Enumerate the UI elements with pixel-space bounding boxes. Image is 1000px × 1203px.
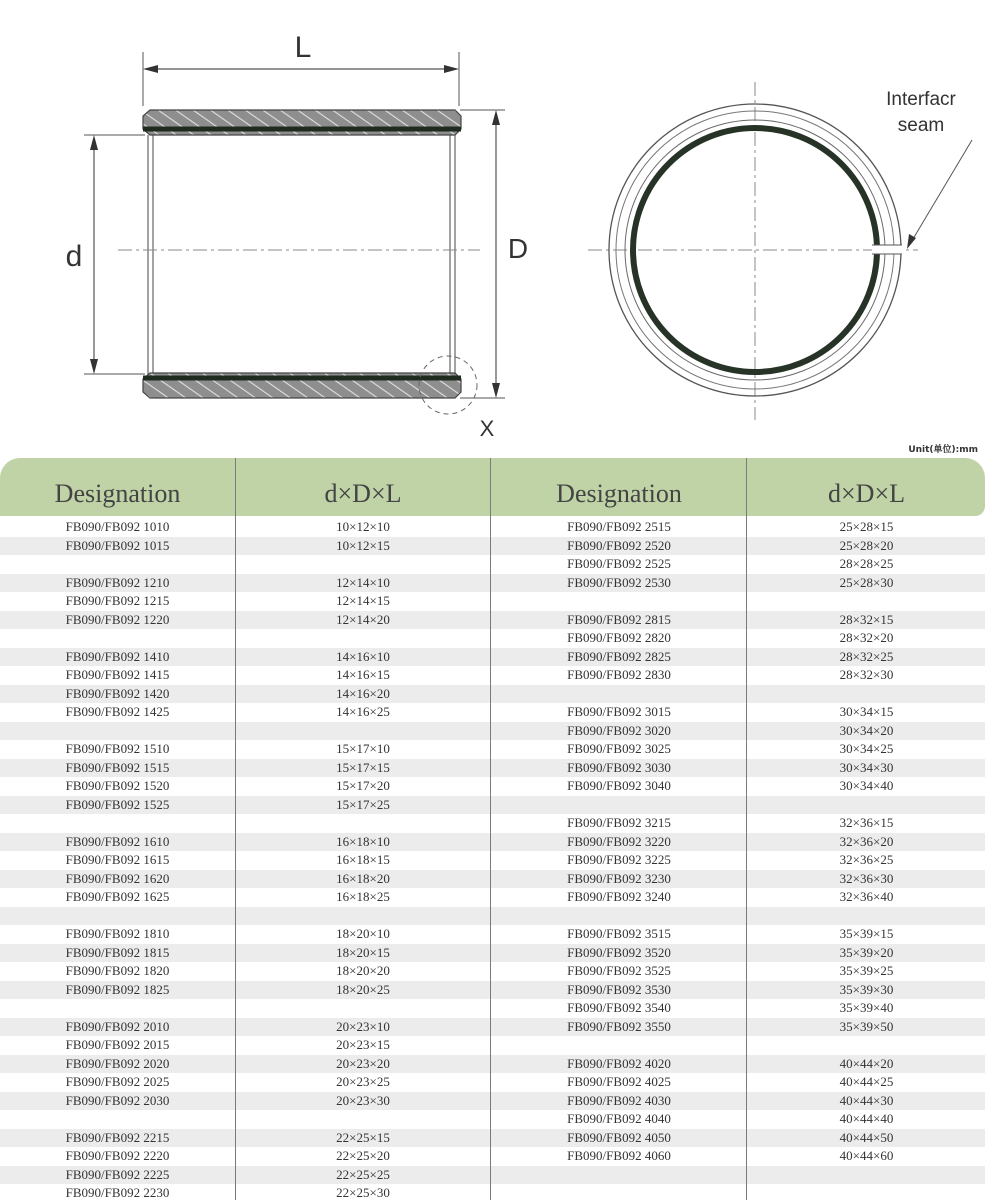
table-row — [0, 981, 985, 1000]
designation-cell: FB090/FB092 2230 — [65, 1185, 170, 1200]
table-row — [0, 851, 985, 870]
designation-cell: FB090/FB092 2010 — [65, 1018, 170, 1034]
table-row — [0, 1147, 985, 1166]
table-row — [0, 907, 985, 926]
designation-cell — [0, 555, 235, 574]
dimension-cell: 40×44×30 — [839, 1092, 894, 1108]
dimension-cell: 28×32×20 — [839, 630, 894, 645]
designation-cell: FB090/FB092 1820 — [65, 963, 170, 978]
table-row — [0, 814, 985, 833]
designation-cell: FB090/FB092 3225 — [567, 852, 671, 867]
table-row — [0, 925, 985, 944]
designation-cell: FB090/FB092 1625 — [65, 889, 170, 904]
designation-cell: FB090/FB092 1410 — [65, 648, 170, 664]
table-row — [0, 1055, 985, 1074]
table-row — [0, 796, 985, 815]
designation-cell: FB090/FB092 2220 — [65, 1148, 170, 1163]
table-row — [0, 740, 985, 759]
designation-cell — [492, 1036, 746, 1055]
table-row — [0, 888, 985, 907]
dimension-cell: 25×28×20 — [839, 537, 894, 553]
dimension-cell: 14×16×10 — [336, 648, 390, 664]
designation-cell: FB090/FB092 2820 — [567, 630, 671, 645]
designation-cell: FB090/FB092 2025 — [65, 1074, 170, 1089]
designation-cell: FB090/FB092 1610 — [65, 833, 170, 849]
bushing-front-view — [588, 82, 918, 420]
seam-label-line2: seam — [897, 115, 945, 136]
designation-cell — [0, 629, 235, 648]
designation-cell: FB090/FB092 1810 — [65, 926, 170, 941]
table-row — [0, 555, 985, 574]
table-row — [0, 962, 985, 981]
table-header — [0, 458, 985, 516]
dimension-cell: 20×23×25 — [336, 1074, 390, 1089]
designation-cell: FB090/FB092 2525 — [567, 556, 671, 571]
designation-cell: FB090/FB092 1220 — [65, 611, 170, 627]
designation-cell: FB090/FB092 3230 — [567, 870, 671, 886]
designation-cell: FB090/FB092 1415 — [65, 667, 170, 682]
designation-cell: FB090/FB092 3025 — [567, 741, 671, 756]
dimension-cell: 32×36×40 — [839, 889, 894, 904]
table-row — [0, 1073, 985, 1092]
designation-cell: FB090/FB092 2825 — [567, 648, 671, 664]
designation-cell: FB090/FB092 3540 — [567, 1000, 671, 1015]
header-designation-right: Designation — [556, 479, 682, 508]
dimension-cell: 18×20×25 — [336, 981, 390, 997]
designation-cell — [492, 907, 746, 926]
dimension-cell — [236, 814, 490, 833]
dimension-cell: 32×36×30 — [839, 870, 894, 886]
designation-cell: FB090/FB092 2225 — [65, 1166, 170, 1182]
dimension-cell: 30×34×30 — [839, 759, 894, 775]
dimension-cell: 32×36×25 — [839, 852, 894, 867]
dimension-cell: 25×28×30 — [839, 574, 894, 590]
unit-note: Unit(单位):mm — [908, 445, 978, 455]
dimension-cell: 35×39×25 — [839, 963, 894, 978]
table-row — [0, 648, 985, 667]
designation-cell: FB090/FB092 3015 — [567, 704, 671, 719]
table-row — [0, 685, 985, 704]
specification-table-body — [0, 518, 985, 1203]
column-divider — [490, 458, 491, 1200]
dimension-cell: 28×32×25 — [839, 648, 894, 664]
designation-cell: FB090/FB092 2830 — [567, 667, 671, 682]
designation-cell: FB090/FB092 1510 — [65, 741, 170, 756]
designation-cell: FB090/FB092 1215 — [65, 593, 170, 608]
dimension-cell: 14×16×20 — [336, 685, 390, 701]
table-row — [0, 703, 985, 722]
dimension-cell: 15×17×20 — [336, 778, 390, 793]
dimension-cell — [236, 907, 490, 926]
designation-cell: FB090/FB092 1520 — [65, 778, 170, 793]
designation-cell: FB090/FB092 3215 — [567, 815, 671, 830]
designation-cell — [0, 722, 235, 741]
dimension-cell: 18×20×15 — [336, 944, 390, 960]
dimension-cell: 15×17×15 — [336, 759, 390, 775]
designation-cell — [492, 592, 746, 611]
designation-cell: FB090/FB092 3550 — [567, 1018, 671, 1034]
designation-cell: FB090/FB092 2815 — [567, 611, 671, 627]
dimension-cell: 28×32×30 — [839, 667, 894, 682]
designation-cell: FB090/FB092 1015 — [65, 537, 170, 553]
designation-cell — [492, 685, 746, 704]
designation-cell: FB090/FB092 4030 — [567, 1092, 671, 1108]
dimension-cell — [748, 685, 985, 704]
designation-cell — [0, 999, 235, 1018]
dimension-cell: 35×39×30 — [839, 981, 894, 997]
table-row — [0, 759, 985, 778]
header-designation-left: Designation — [54, 479, 181, 508]
dimension-cell: 20×23×10 — [336, 1018, 390, 1034]
designation-cell: FB090/FB092 1515 — [65, 759, 170, 775]
dimension-cell: 16×18×20 — [336, 870, 390, 886]
dimension-cell: 30×34×40 — [839, 778, 894, 793]
outer-diameter-dimension — [460, 110, 528, 398]
dimension-cell: 22×25×20 — [336, 1148, 390, 1163]
dimension-cell: 14×16×15 — [336, 667, 390, 682]
column-divider — [746, 458, 747, 1200]
table-row — [0, 592, 985, 611]
header-dimensions-left: d×D×L — [324, 479, 402, 508]
table-row — [0, 518, 985, 537]
dimension-cell: 32×36×15 — [839, 815, 894, 830]
dimension-cell: 15×17×10 — [336, 741, 390, 756]
designation-cell: FB090/FB092 1615 — [65, 852, 170, 867]
dimension-cell: 18×20×10 — [336, 926, 390, 941]
designation-cell: FB090/FB092 2020 — [65, 1055, 170, 1071]
dimension-cell — [748, 1166, 985, 1185]
table-row — [0, 833, 985, 852]
designation-cell — [492, 796, 746, 815]
inner-diameter-label: d — [65, 240, 83, 273]
header-dimensions-right: d×D×L — [828, 479, 905, 508]
designation-cell: FB090/FB092 4025 — [567, 1074, 671, 1089]
designation-cell: FB090/FB092 3530 — [567, 981, 671, 997]
designation-cell: FB090/FB092 1825 — [65, 981, 170, 997]
dimension-cell: 40×44×60 — [839, 1148, 894, 1163]
designation-cell: FB090/FB092 2520 — [567, 537, 671, 553]
dimension-cell: 30×34×20 — [839, 722, 894, 738]
bushing-side-view — [118, 110, 480, 398]
designation-cell: FB090/FB092 1815 — [65, 944, 170, 960]
designation-cell: FB090/FB092 3520 — [567, 944, 671, 960]
dimension-cell: 12×14×20 — [336, 611, 390, 627]
table-row — [0, 870, 985, 889]
dimension-cell — [748, 796, 985, 815]
designation-cell: FB090/FB092 2015 — [65, 1037, 170, 1052]
dimension-cell: 40×44×20 — [839, 1055, 894, 1071]
dimension-cell: 18×20×20 — [336, 963, 390, 978]
dimension-cell — [236, 999, 490, 1018]
table-row — [0, 537, 985, 556]
dimension-cell: 35×39×40 — [839, 1000, 894, 1015]
dimension-cell: 14×16×25 — [336, 704, 390, 719]
table-row — [0, 777, 985, 796]
table-row — [0, 999, 985, 1018]
bushing-technical-drawing — [0, 0, 1000, 440]
table-row — [0, 574, 985, 593]
dimension-cell: 10×12×10 — [336, 519, 390, 534]
table-row — [0, 611, 985, 630]
table-row — [0, 1092, 985, 1111]
table-row — [0, 666, 985, 685]
designation-cell: FB090/FB092 3030 — [567, 759, 671, 775]
designation-cell: FB090/FB092 1525 — [65, 796, 170, 812]
designation-cell: FB090/FB092 1010 — [65, 519, 170, 534]
designation-cell: FB090/FB092 1420 — [65, 685, 170, 701]
designation-cell: FB090/FB092 3020 — [567, 722, 671, 738]
dimension-cell: 28×32×15 — [839, 611, 894, 627]
designation-cell: FB090/FB092 3240 — [567, 889, 671, 904]
designation-cell: FB090/FB092 3515 — [567, 926, 671, 941]
table-row — [0, 722, 985, 741]
dimension-cell — [748, 907, 985, 926]
designation-cell: FB090/FB092 4050 — [567, 1129, 671, 1145]
dimension-cell: 12×14×15 — [336, 593, 390, 608]
dimension-cell: 16×18×15 — [336, 852, 390, 867]
designation-cell: FB090/FB092 4040 — [567, 1111, 671, 1126]
dimension-cell: 20×23×30 — [336, 1092, 390, 1108]
dimension-cell: 20×23×15 — [336, 1037, 390, 1052]
dimension-cell: 35×39×20 — [839, 944, 894, 960]
dimension-cell: 30×34×25 — [839, 741, 894, 756]
dimension-cell: 16×18×25 — [336, 889, 390, 904]
dimension-cell: 20×23×20 — [336, 1055, 390, 1071]
dimension-cell — [236, 629, 490, 648]
table-row — [0, 1110, 985, 1129]
dimension-cell: 22×25×25 — [336, 1166, 390, 1182]
designation-cell: FB090/FB092 2515 — [567, 519, 671, 534]
detail-label: X — [479, 416, 495, 440]
dimension-cell — [748, 592, 985, 611]
designation-cell — [492, 1166, 746, 1185]
dimension-cell: 32×36×20 — [839, 833, 894, 849]
table-row — [0, 1166, 985, 1185]
dimension-cell: 12×14×10 — [336, 574, 390, 590]
dimension-cell: 40×44×50 — [839, 1129, 894, 1145]
dimension-cell — [236, 722, 490, 741]
outer-diameter-label: D — [507, 233, 529, 264]
dimension-cell: 22×25×30 — [336, 1185, 390, 1200]
designation-cell: FB090/FB092 4060 — [567, 1148, 671, 1163]
dimension-cell: 40×44×40 — [839, 1111, 894, 1126]
length-label: L — [294, 31, 312, 64]
dimension-cell: 15×17×25 — [336, 796, 390, 812]
dimension-cell — [236, 555, 490, 574]
column-divider — [235, 458, 236, 1200]
designation-cell: FB090/FB092 1620 — [65, 870, 170, 886]
designation-cell: FB090/FB092 3040 — [567, 778, 671, 793]
designation-cell: FB090/FB092 2530 — [567, 574, 671, 590]
dimension-cell: 40×44×25 — [839, 1074, 894, 1089]
table-row — [0, 1036, 985, 1055]
designation-cell: FB090/FB092 3220 — [567, 833, 671, 849]
seam-label-line1: Interfacr — [886, 89, 956, 110]
designation-cell: FB090/FB092 1210 — [65, 574, 170, 590]
dimension-cell: 30×34×15 — [839, 704, 894, 719]
inner-diameter-dimension — [66, 135, 145, 374]
table-row — [0, 944, 985, 963]
dimension-cell: 35×39×15 — [839, 926, 894, 941]
designation-cell — [0, 1110, 235, 1129]
dimension-cell: 10×12×15 — [336, 537, 390, 553]
designation-cell — [0, 814, 235, 833]
dimension-cell: 25×28×15 — [839, 519, 894, 534]
designation-cell: FB090/FB092 2215 — [65, 1129, 170, 1145]
length-dimension — [143, 31, 459, 106]
dimension-cell — [236, 1110, 490, 1129]
dimension-cell — [748, 1036, 985, 1055]
dimension-cell: 35×39×50 — [839, 1018, 894, 1034]
dimension-cell: 22×25×15 — [336, 1129, 390, 1145]
table-row — [0, 1018, 985, 1037]
designation-cell: FB090/FB092 2030 — [65, 1092, 170, 1108]
table-row — [0, 1129, 985, 1148]
dimension-cell: 16×18×10 — [336, 833, 390, 849]
designation-cell: FB090/FB092 3525 — [567, 963, 671, 978]
designation-cell: FB090/FB092 1425 — [65, 704, 170, 719]
dimension-cell: 28×28×25 — [839, 556, 894, 571]
designation-cell — [0, 907, 235, 926]
table-row — [0, 629, 985, 648]
designation-cell: FB090/FB092 4020 — [567, 1055, 671, 1071]
